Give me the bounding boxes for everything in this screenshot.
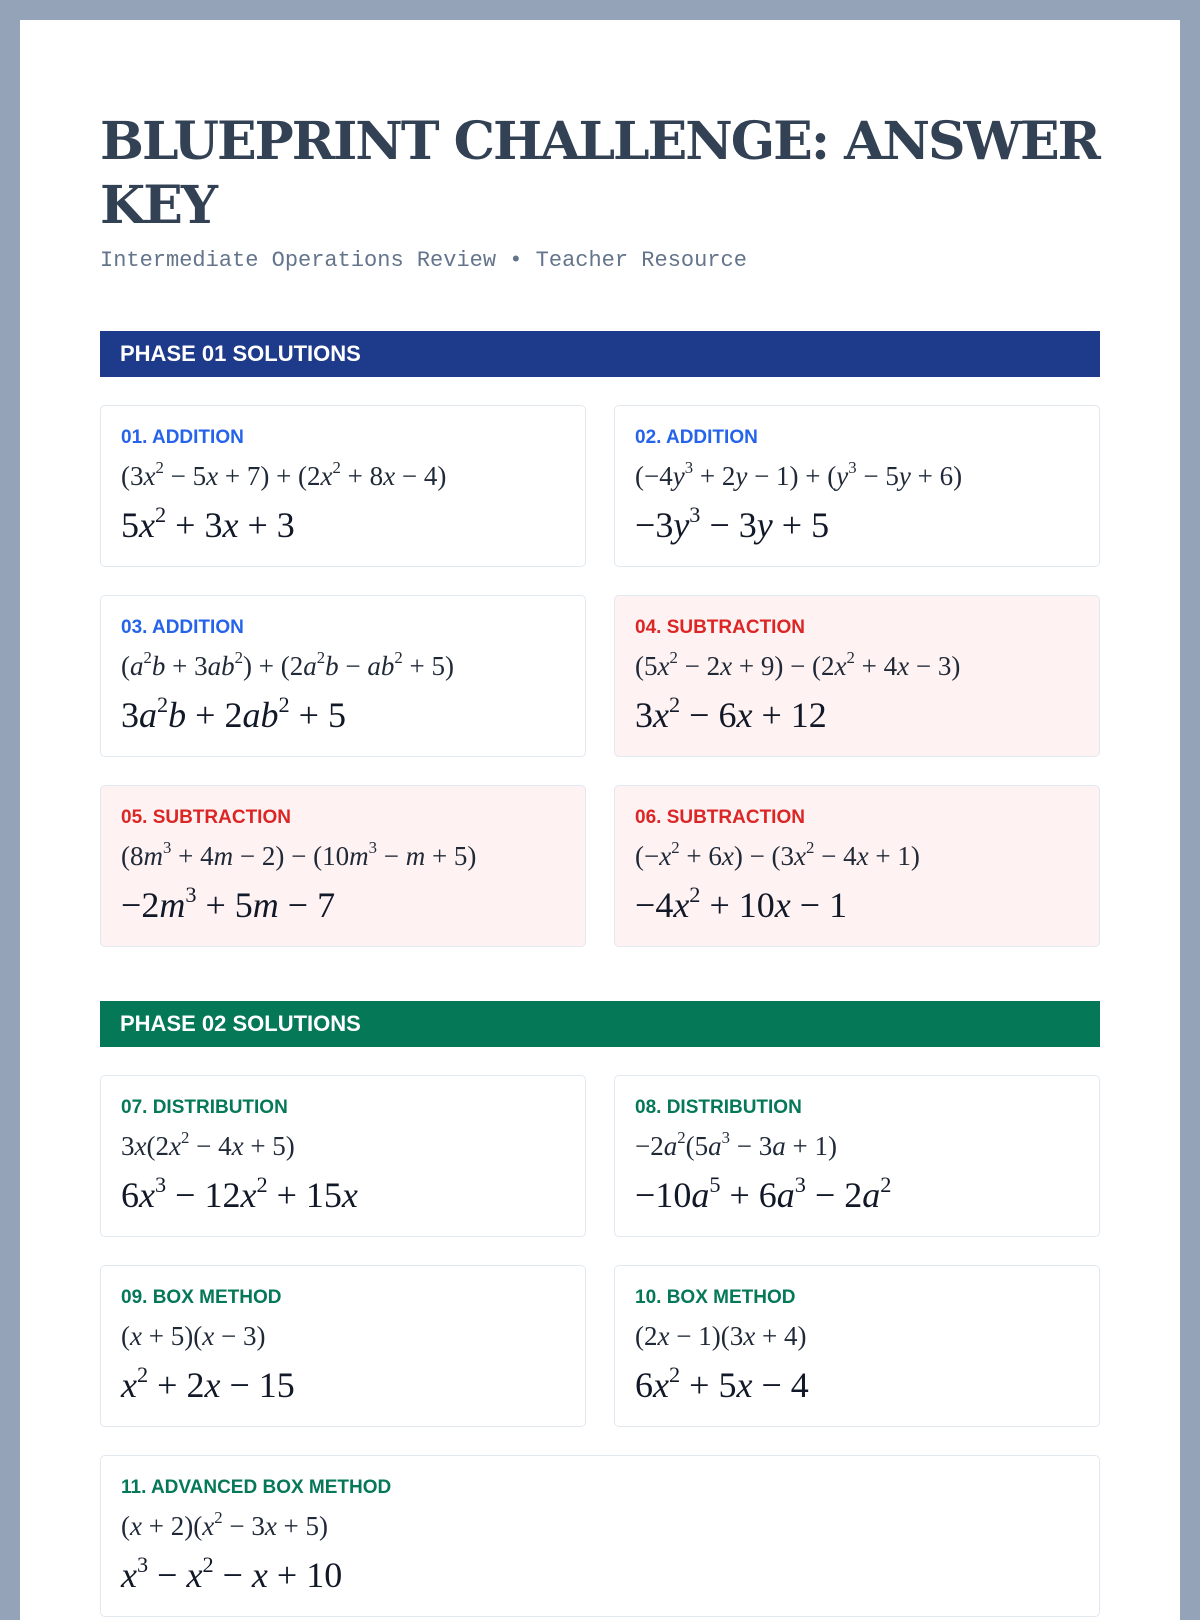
- problem-card-03: [100, 595, 586, 757]
- problem-expression: $(-x^2 + 6x) - (3x^2 - 4x + 1)$: [635, 838, 920, 871]
- problem-answer: $3a^2b + 2ab^2 + 5$: [121, 691, 346, 735]
- problem-label: 06. SUBTRACTION: [635, 807, 805, 828]
- problem-expression: $3x(2x^2 - 4x + 5)$: [121, 1128, 295, 1161]
- problem-label: 01. ADDITION: [121, 427, 244, 448]
- problem-expression: $(-4y^3 + 2y - 1) + (y^3 - 5y + 6)$: [635, 458, 963, 491]
- problem-card-10: [614, 1265, 1100, 1427]
- problem-expression: $(5x^2 - 2x + 9) - (2x^2 + 4x - 3)$: [635, 648, 961, 681]
- answer-key-sheet: [20, 20, 1180, 1620]
- problem-label: 02. ADDITION: [635, 427, 758, 448]
- problem-card-05: [100, 785, 586, 947]
- problem-card-04: [614, 595, 1100, 757]
- problem-card-09: [100, 1265, 586, 1427]
- problem-answer: $-3y^3 - 3y + 5$: [635, 501, 830, 545]
- page-subtitle: Intermediate Operations Review • Teacher Resource: [100, 248, 747, 273]
- problem-answer: $x^2 + 2x - 15$: [121, 1361, 295, 1405]
- problem-label: 07. DISTRIBUTION: [121, 1097, 288, 1118]
- problem-answer: $6x^3 - 12x^2 + 15x$: [121, 1171, 358, 1215]
- problem-expression: $(8m^3 + 4m - 2) - (10m^3 - m + 5)$: [121, 838, 477, 871]
- problem-expression: $-2a^2(5a^3 - 3a + 1)$: [635, 1128, 837, 1161]
- problem-label: 03. ADDITION: [121, 617, 244, 638]
- problem-label: 09. BOX METHOD: [121, 1287, 282, 1308]
- problem-card-07: [100, 1075, 586, 1237]
- problem-card-02: [614, 405, 1100, 567]
- problem-answer: $-10a^5 + 6a^3 - 2a^2$: [635, 1171, 892, 1215]
- problem-label: 08. DISTRIBUTION: [635, 1097, 802, 1118]
- problem-card-11: [100, 1455, 1100, 1617]
- problem-answer: $x^3 - x^2 - x + 10$: [121, 1551, 343, 1595]
- phase-02-header: PHASE 02 SOLUTIONS: [100, 1001, 1100, 1047]
- problem-label: 11. ADVANCED BOX METHOD: [121, 1477, 392, 1498]
- problem-label: 05. SUBTRACTION: [121, 807, 291, 828]
- phase-01-grid: [100, 405, 1100, 947]
- phase-01-header: PHASE 01 SOLUTIONS: [100, 331, 1100, 377]
- problem-answer: $-2m^3 + 5m - 7$: [121, 881, 336, 925]
- problem-expression: (2x − 1)(3x + 4): [635, 1321, 807, 1351]
- problem-label: 10. BOX METHOD: [635, 1287, 796, 1308]
- problem-expression: $(a^2b + 3ab^2) + (2a^2b - ab^2 + 5)$: [121, 648, 454, 681]
- problem-answer: $6x^2 + 5x - 4$: [635, 1361, 809, 1405]
- phase-02-grid: [100, 1075, 1100, 1617]
- problem-expression: $(3x^2 - 5x + 7) + (2x^2 + 8x - 4)$: [121, 458, 447, 491]
- problem-card-06: [614, 785, 1100, 947]
- problem-answer: $3x^2 - 6x + 12$: [635, 691, 827, 735]
- problem-expression: $(x + 2)(x^2 - 3x + 5)$: [121, 1508, 329, 1541]
- problem-card-01: [100, 405, 586, 567]
- problem-label: 04. SUBTRACTION: [635, 617, 805, 638]
- problem-answer: $5x^2 + 3x + 3$: [121, 501, 295, 545]
- problem-expression: (x + 5)(x − 3): [121, 1321, 266, 1351]
- problem-answer: $-4x^2 + 10x - 1$: [635, 881, 848, 925]
- problem-card-08: [614, 1075, 1100, 1237]
- page-title: BLUEPRINT CHALLENGE: ANSWER KEY: [100, 111, 1099, 236]
